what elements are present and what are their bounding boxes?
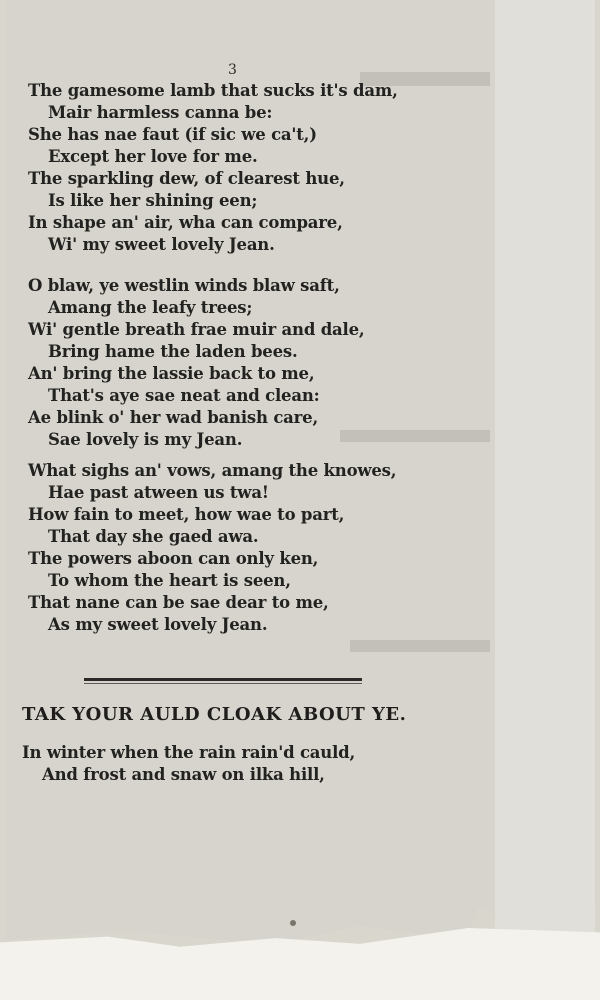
verse-line: Ae blink o' her wad banish care, <box>28 408 318 427</box>
paper-edge-strip <box>495 0 595 935</box>
verse-line: In winter when the rain rain'd cauld, <box>22 743 356 762</box>
verse-line: That's aye sae neat and clean: <box>48 386 320 405</box>
stanza-2 <box>28 275 364 451</box>
verse-line: Bring hame the laden bees. <box>48 342 298 361</box>
stanza-4 <box>22 742 355 786</box>
section-divider-thin <box>84 683 362 684</box>
verse-line: An' bring the lassie back to me, <box>28 364 315 383</box>
verse-line: Wi' my sweet lovely Jean. <box>48 235 275 254</box>
verse-line: That day she gaed awa. <box>48 527 259 546</box>
verse-line: Wi' gentle breath frae muir and dale, <box>28 320 365 339</box>
verse-line: As my sweet lovely Jean. <box>48 615 268 634</box>
verse-line: The powers aboon can only ken, <box>28 549 319 568</box>
verse-line: Mair harmless canna be: <box>48 103 273 122</box>
verse-line: Amang the leafy trees; <box>48 298 253 317</box>
section-heading: TAK YOUR AULD CLOAK ABOUT YE. <box>22 704 407 725</box>
verse-line: How fain to meet, how wae to part, <box>28 505 345 524</box>
verse-line: The gamesome lamb that sucks it's dam, <box>28 81 398 100</box>
verse-line: What sighs an' vows, amang the knowes, <box>28 461 397 480</box>
paper-blemish <box>290 920 296 926</box>
verse-line: In shape an' air, wha can compare, <box>28 213 343 232</box>
verse-line: Except her love for me. <box>48 147 258 166</box>
section-divider <box>84 678 362 681</box>
verse-line: Is like her shining een; <box>48 191 258 210</box>
verse-line: Sae lovely is my Jean. <box>48 430 243 449</box>
verse-line: And frost and snaw on ilka hill, <box>42 765 325 784</box>
verse-line: To whom the heart is seen, <box>48 571 291 590</box>
verse-line: The sparkling dew, of clearest hue, <box>28 169 345 188</box>
stanza-1 <box>28 80 398 256</box>
page-number: 3 <box>228 62 237 78</box>
verse-line: Hae past atween us twa! <box>48 483 269 502</box>
verse-line: That nane can be sae dear to me, <box>28 593 329 612</box>
stanza-3 <box>28 460 396 636</box>
show-through-decoration <box>350 640 490 652</box>
verse-line: She has nae faut (if sic we ca't,) <box>28 125 317 144</box>
verse-line: O blaw, ye westlin winds blaw saft, <box>28 276 340 295</box>
